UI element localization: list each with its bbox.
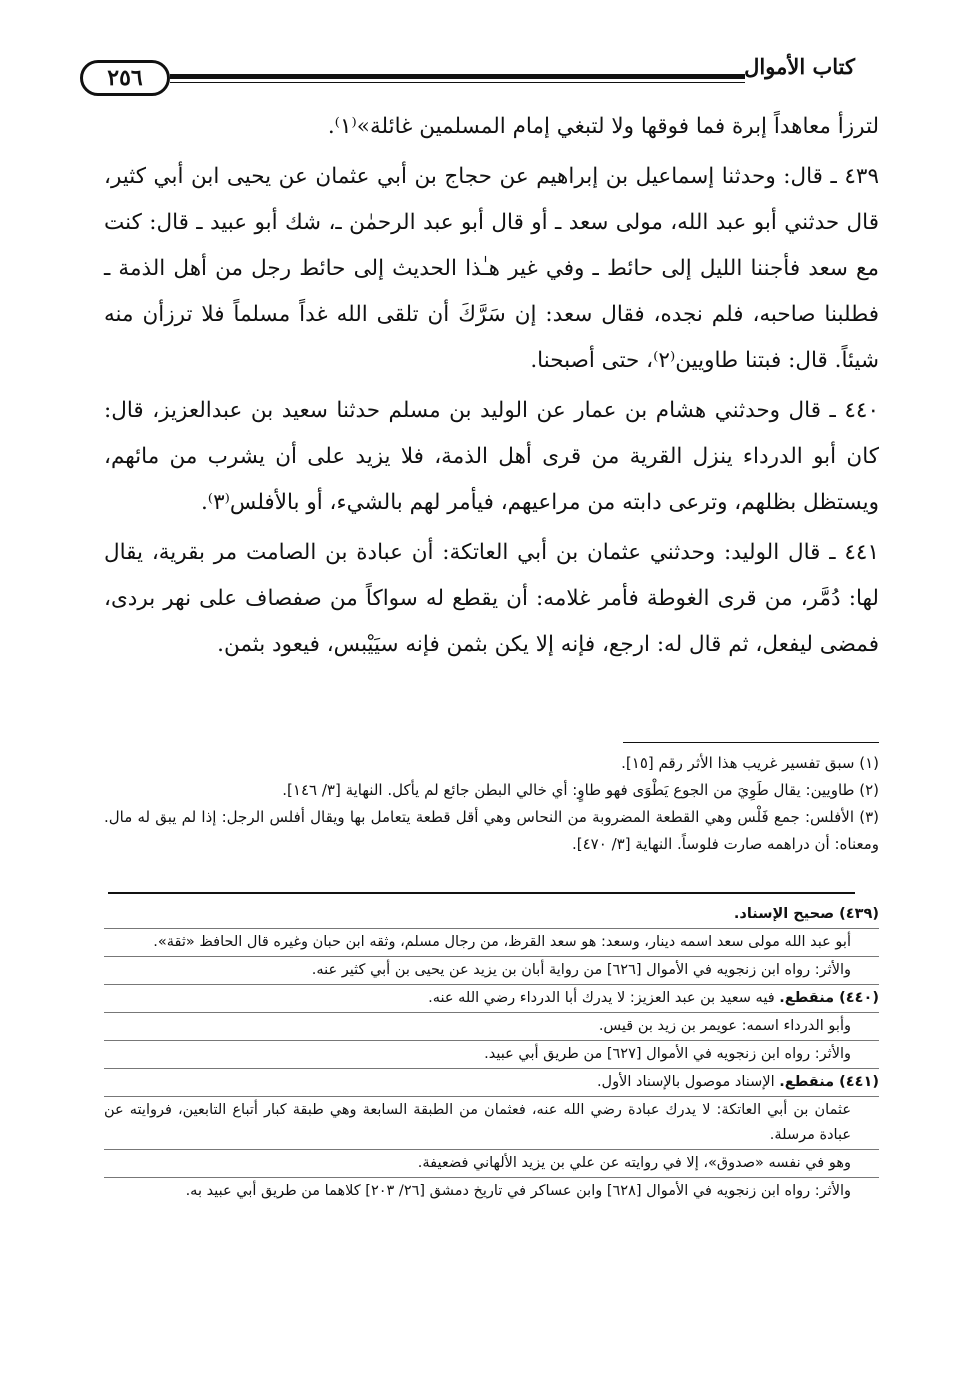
- note-440-source: والأثر: رواه ابن زنجويه في الأموال [٦٢٧] من طريق أبي عبيد.: [484, 1046, 851, 1062]
- note-441-grade: (٤٤١) منقطع.: [779, 1074, 879, 1090]
- footnotes: [104, 750, 879, 858]
- note-441-heading: [104, 1070, 879, 1095]
- note-separator: [104, 956, 879, 957]
- note-441-text-2: وهو في نفسه «صدوق»، إلا في روايته عن علي بن يزيد الألهاني فضعيفة.: [417, 1155, 851, 1171]
- note-439-text: أبو عبد الله مولى سعد اسمه دينار، وسعد: هو سعد القرظ، من رجال مسلم، وثقه ابن حبان وغيره قال الحافظ «ثقة».: [153, 934, 851, 950]
- footnote-2: (٢) طاويين: يقال طَوِيَ من الجوع يَطْوَى فهو طاوٍ: أي خالي البطن جائع لم يأكل. النهاية [٣/ ١٤٦].: [282, 781, 879, 799]
- page-number: ٢٥٦: [80, 60, 170, 96]
- takhrij-notes: [104, 902, 879, 1204]
- note-separator: [104, 1096, 879, 1097]
- athar-441: ٤٤١ ـ قال الوليد: وحدثني عثمان بن أبي العاتكة: أن عبادة بن الصامت مر بقرية، يقال لها: دُمَّر، من قرى الغوطة فأمر غلامه: أن يقطع له سواكاً من صفصاف على نهر بردى، فمضى ليفعل، ثم قال له: ارجع، فإنه إلا يكن بثمن فإنه سيَيْبس، فيعود بثمن.: [104, 540, 879, 657]
- note-441-source: والأثر: رواه ابن زنجويه في الأموال [٦٢٨] وابن عساكر في تاريخ دمشق [٢٦/ ٢٠٣] كلاهما من طريق أبي عبيد به.: [185, 1183, 851, 1199]
- note-441-heading-text: الإسناد موصول بالإسناد الأول.: [596, 1074, 780, 1090]
- note-440-text: وأبو الدرداء اسمه: عويمر بن زيد بن قيس.: [598, 1018, 851, 1034]
- text-line-continuation: لترزأ معاهداً إبرة فما فوقها ولا لتبغي إمام المسلمين غائلة»⁽١⁾.: [327, 114, 879, 139]
- note-separator: [104, 928, 879, 929]
- note-separator: [104, 1177, 879, 1178]
- note-separator: [104, 1040, 879, 1041]
- note-separator: [104, 1068, 879, 1069]
- note-440-heading-text: فيه سعيد بن عبد العزيز: لا يدرك أبا الدرداء رضي الله عنه.: [428, 990, 780, 1006]
- note-440-heading: [104, 986, 879, 1011]
- book-title: كتاب الأموال: [744, 54, 855, 79]
- page-header: [80, 50, 855, 98]
- header-rule: [170, 74, 745, 83]
- note-separator: [104, 1149, 879, 1150]
- footnote-3: (٣) الأفلس: جمع فَلْس وهي القطعة المضروبة من النحاس وهي أقل قطعة يتعامل بها ويقال أفلس الرجل: إذا لم يبق له مال. ومعناه: أن دراهمه صارت فلوساً. النهاية [٣/ ٤٧٠].: [104, 808, 879, 853]
- main-text: [104, 104, 879, 668]
- note-439-heading: (٤٣٩) صحيح الإسناد.: [733, 906, 879, 922]
- athar-439: ٤٣٩ ـ قال: وحدثنا إسماعيل بن إبراهيم عن حجاج بن أبي عثمان عن يحيى ابن أبي كثير، قال حدثني أبو عبد الله، مولى سعد ـ أو قال أبو عبد الرحمٰن ـ، شك أبو عبيد ـ قال: كنت مع سعد فأجننا الليل إلى حائط ـ وفي غير هـٰذا الحديث إلى حائط رجل من أهل الذمة ـ فطلبنا صاحبه، فلم نجده، فقال سعد: إن سَرَّكَ أن تلقى الله غداً مسلماً فلا ترزأن منه شيئاً. قال: فبتنا طاويين⁽٢⁾، حتى أصبحنا.: [104, 164, 879, 373]
- footnote-divider: [623, 742, 879, 743]
- note-441-text: عثمان بن أبي العاتكة: لا يدرك عبادة رضي الله عنه، فعثمان من الطبقة السابعة وهي طبقة كبار أتباع التابعين، فروايته عن عبادة مرسلة.: [104, 1102, 851, 1143]
- note-440-grade: (٤٤٠) منقطع.: [779, 990, 879, 1006]
- athar-440: ٤٤٠ ـ قال وحدثني هشام بن عمار عن الوليد بن مسلم حدثنا سعيد بن عبدالعزيز، قال: كان أبو الدرداء ينزل القرية من قرى أهل الذمة، فلا يزيد على أن يشرب من مائهم، ويستظل بظلهم، وترعى دابته من مراعيهم، فيأمر لهم بالشيء، أو بالأفلس⁽٣⁾.: [104, 398, 879, 515]
- footnote-1: (١) سبق تفسير غريب هذا الأثر رقم [١٥].: [621, 754, 879, 772]
- notes-divider: [108, 892, 855, 894]
- note-439-source: والأثر: رواه ابن زنجويه في الأموال [٦٢٦] من رواية أبان بن يزيد عن يحيى بن أبي كثير عنه.: [311, 962, 851, 978]
- note-separator: [104, 984, 879, 985]
- note-separator: [104, 1012, 879, 1013]
